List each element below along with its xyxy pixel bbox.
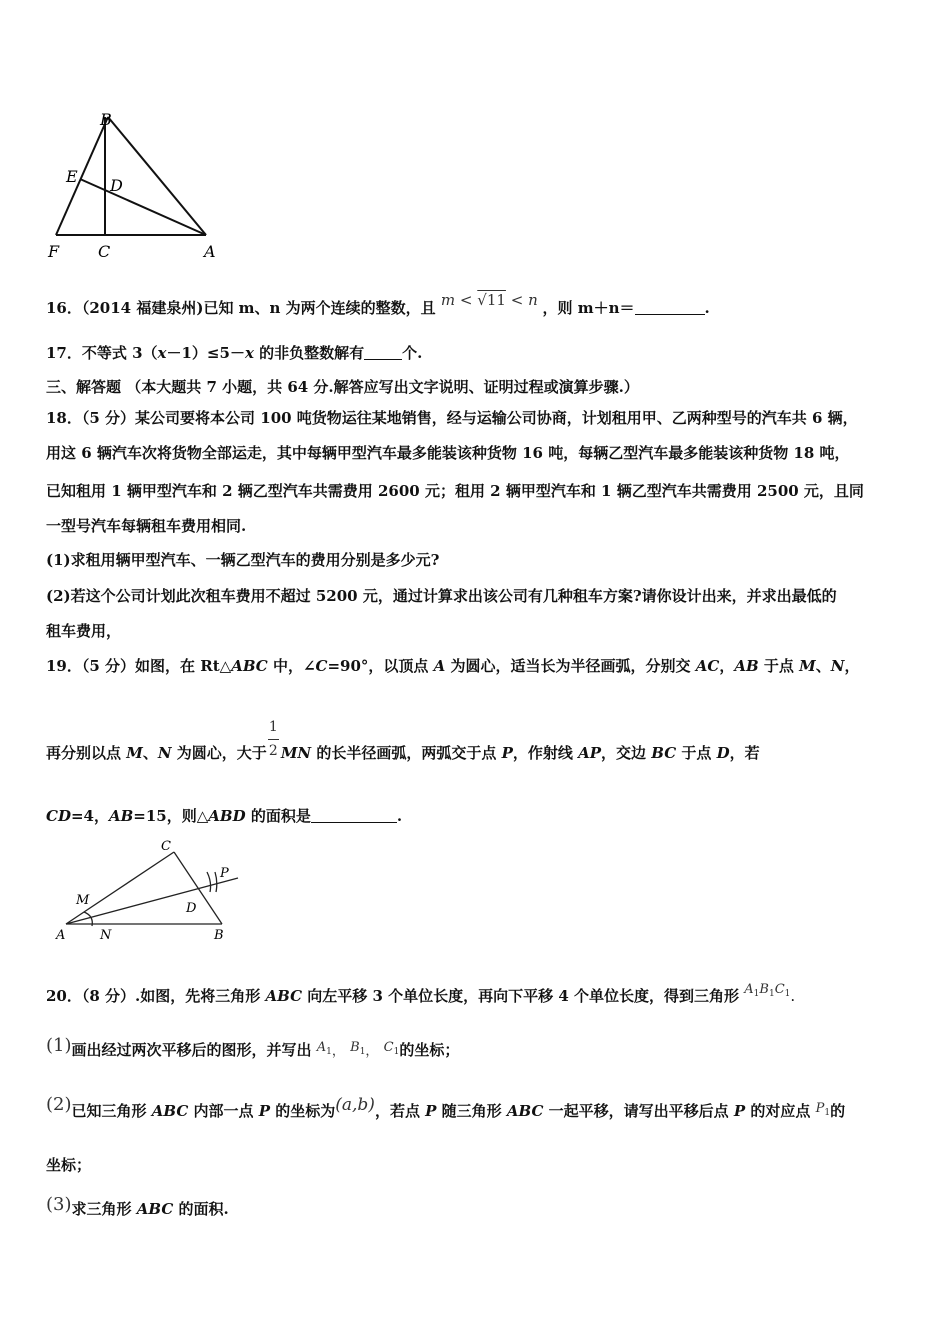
question-18-line4: 一型号汽车每辆租车费用相同. bbox=[46, 517, 247, 535]
question-20-line1: 20．（8 分）.如图，先将三角形 ABC 向左平移 3 个单位长度，再向下平移 4 个单位长度，得到三角形 $A_1B_1C_1$. bbox=[46, 982, 796, 1005]
question-18-line2: 用这 6 辆汽车次将货物全部运走，其中每辆甲型汽车最多能装该种货物 16 吨，每辆乙型汽车最多能装该种货物 18 吨， bbox=[46, 444, 850, 462]
q16-answer-blank bbox=[635, 300, 705, 315]
fig2-label-d: D bbox=[186, 901, 197, 916]
fig2-label-n: N bbox=[100, 928, 112, 943]
question-19-line2: 再分别以点 M、N 为圆心，大于 $\frac{1}{2}$ MN 的长半径画弧，两弧交于点 P，作射线 AP，交边 BC 于点 D，若 bbox=[46, 719, 760, 762]
question-18-part2-line1: (2)若这个公司计划此次租车费用不超过 5200 元，通过计算求出该公司有几种租车方案?请你设计出来，并求出最低的 bbox=[46, 587, 837, 605]
figure-triangle-befca bbox=[40, 105, 230, 265]
triangle-a1b1c1: $A_1B_1C_1$ bbox=[744, 982, 791, 999]
fig2-label-c: C bbox=[161, 839, 171, 854]
question-16: 16．（2014 福建泉州)已知 m、n 为两个连续的整数，且 m < √11 < n ，则 m＋n＝ . bbox=[46, 291, 710, 317]
question-18-line1: 18．（5 分）某公司要将本公司 100 吨货物运往某地销售，经与运输公司协商，计划租用甲、乙两种型号的汽车共 6 辆， bbox=[46, 409, 858, 427]
question-18-part1: (1)求租用辆甲型汽车、一辆乙型汽车的费用分别是多少元? bbox=[46, 551, 440, 569]
arc-p-2 bbox=[215, 872, 217, 892]
question-20-part2: (2)已知三角形 ABC 内部一点 P 的坐标为(a,b)，若点 P 随三角形 ABC 一起平移，请写出平移后点 P 的对应点 $P_1$的 bbox=[46, 1094, 846, 1120]
figure-right-triangle-abc bbox=[50, 832, 260, 947]
question-18-line3: 已知租用 1 辆甲型汽车和 2 辆乙型汽车共需费用 2600 元；租用 2 辆甲型汽车和 1 辆乙型汽车共需费用 2500 元，且同 bbox=[46, 482, 864, 500]
question-20-part1: (1)画出经过两次平移后的图形，并写出 $A_1$， $B_1$， $C_1$的坐标； bbox=[46, 1035, 460, 1059]
label-a: A bbox=[204, 242, 216, 261]
label-b: B bbox=[100, 110, 112, 129]
label-e: E bbox=[66, 167, 78, 186]
label-f: F bbox=[48, 242, 60, 261]
fig2-label-m: M bbox=[76, 893, 90, 908]
label-d: D bbox=[110, 176, 123, 195]
q19-answer-blank bbox=[311, 808, 397, 823]
fig2-label-p: P bbox=[220, 866, 229, 881]
segment-bf bbox=[56, 117, 108, 235]
segment-ea bbox=[80, 179, 206, 235]
q17-answer-blank bbox=[364, 345, 402, 360]
q16-text: 16．（2014 福建泉州)已知 m、n 为两个连续的整数，且 bbox=[46, 299, 436, 317]
arc-p-1 bbox=[207, 872, 211, 892]
q16-inequality: m < √11 < n bbox=[440, 291, 538, 309]
q16-text-b: ，则 m＋n＝ bbox=[542, 299, 635, 317]
section-3-title: 三、解答题 （本大题共 7 小题，共 64 分.解答应写出文字说明、证明过程或演算步骤.） bbox=[46, 378, 639, 396]
label-c: C bbox=[98, 242, 111, 261]
question-19-line1: 19．（5 分）如图，在 Rt△ABC 中，∠C=90°，以顶点 A 为圆心，适当长为半径画弧，分别交 AC，AB 于点 M、N， bbox=[46, 657, 860, 675]
fig2-label-a: A bbox=[56, 928, 66, 943]
ray-ap bbox=[66, 878, 238, 924]
question-19-line3: CD=4，AB=15，则△ABD 的面积是 . bbox=[46, 807, 403, 825]
question-17: 17．不等式 3（x－1）≤5－x 的非负整数解有 个. bbox=[46, 344, 423, 362]
segment-cb bbox=[174, 852, 222, 924]
segment-ac bbox=[66, 852, 174, 924]
fig2-label-b: B bbox=[214, 928, 224, 943]
question-20-part3: (3)求三角形 ABC 的面积. bbox=[46, 1194, 229, 1218]
fraction-one-half: $\frac{1}{2}$ bbox=[268, 719, 278, 759]
question-20-part2-line2: 坐标； bbox=[46, 1156, 92, 1174]
question-18-part2-line2: 租车费用， bbox=[46, 622, 122, 640]
